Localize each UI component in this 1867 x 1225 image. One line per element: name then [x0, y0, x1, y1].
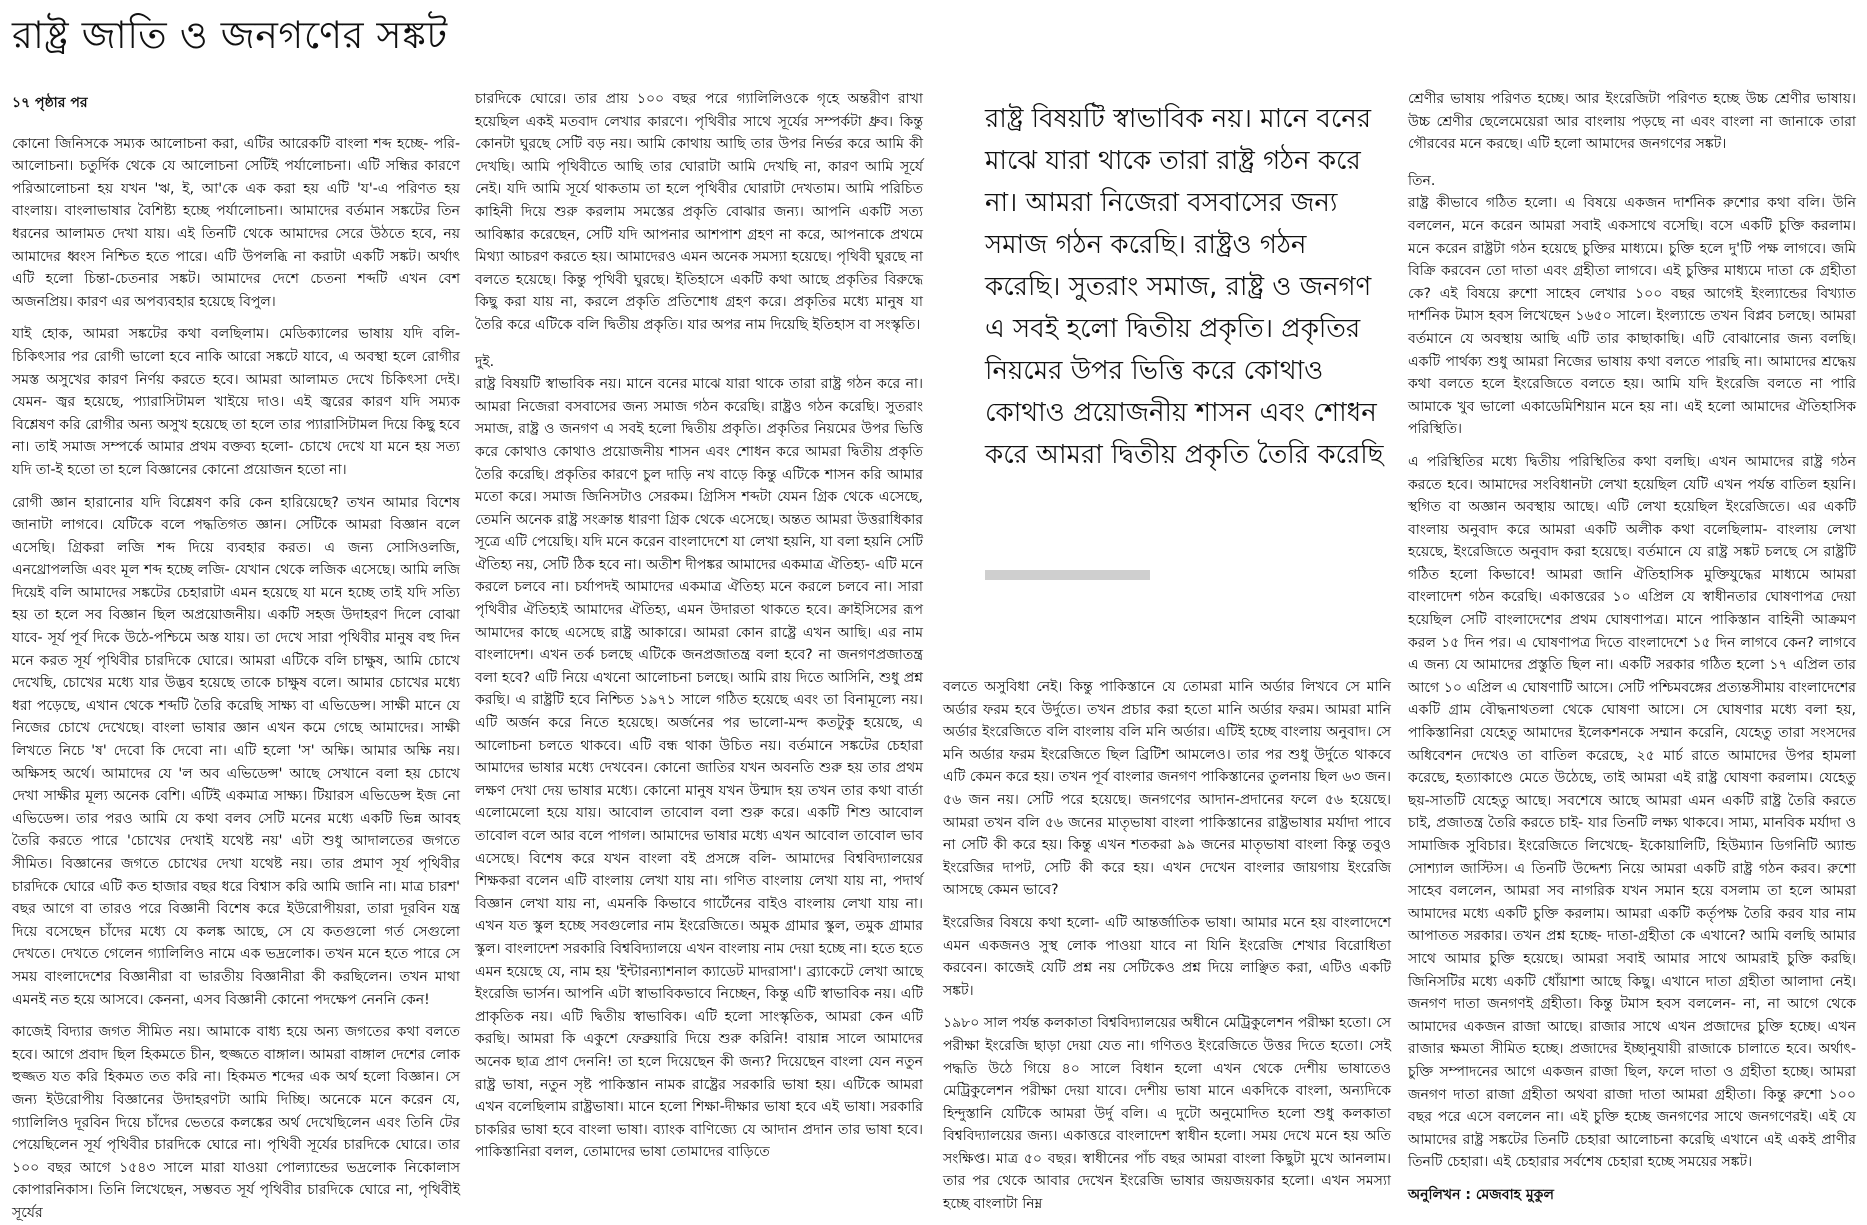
headline: রাষ্ট্র জাতি ও জনগণের সঙ্কট [12, 13, 448, 57]
paragraph: যাই হোক, আমরা সঙ্কটের কথা বলছিলাম। মেডিক্যালের ভাষায় যদি বলি- চিকিৎসার পর রোগী ভালো হবে নাকি আরো সঙ্কটে যাবে, এ অবস্থা হলে রোগীর সমস্ত অসুখের কারণ নির্ণয় করতে হবে। আমরা আলামত দেখে চিকিৎসা দেই। যেমন- জ্বর হয়েছে, প্যারাসিটামল খাইয়ে দাও। এই জ্বরের কারণ যদি সম্যক বিশ্লেষণ করি রোগীর অন্য অসুখ হয়েছে তা হলে তার প্যারাসিটামল দিয়ে কিছু হবে না। তাই সমাজ সম্পর্কে আমার প্রথম বক্তব্য হলো- চোখে দেখে যা মনে হয় সত্য যদি তা-ই হতো তা হলে বিজ্ঞানের কোনো প্রয়োজন হতো না। [12, 326, 460, 478]
column-3 [943, 676, 1391, 1213]
paragraph: কোনো জিনিসকে সম্যক আলোচনা করা, এটির আরেকটি বাংলা শব্দ হচ্ছে- পরি-আলোচনা। চতুর্দিক থেকে যে আলোচনা সেটিই পর্যালোচনা। এটি সন্ধির কারণে পরিআলোচনা হয় যখন 'ঋ, ই, আ'কে এক করা হয় এটি 'য'-এ পরিণত হয় বাংলায়। বাংলাভাষার বৈশিষ্ট্য হচ্ছে পর্যালোচনা। আমাদের বর্তমান সঙ্কটের তিন ধরনের আলামত দেখা যায়। এই তিনটি থেকে আমাদের সেরে উঠতে হবে, নয় আমাদের ধ্বংস নিশ্চিত হতে পারে। এটি উপলব্ধি না করাটা একটি সঙ্কট। অর্থাৎ এটি হলো চিন্তা-চেতনার সঙ্কট। আমাদের দেশে চেতনা শব্দটি এখন বেশ অজনপ্রিয়। কারণ এর অপব্যবহার হয়েছে বিপুল। [12, 135, 460, 310]
paragraph: বলতে অসুবিধা নেই। কিন্তু পাকিস্তানে যে তোমরা মানি অর্ডার লিখবে সে মানি অর্ডার ফরম হবে উর্দুতে। তখন প্রচার করা হতো মানি অর্ডার ফরম। আমরা মানি অর্ডার ইংরেজিতে বলি বাংলায় বলি মনি অর্ডার। এটিই হচ্ছে বাংলায় অনুবাদ। সে মনি অর্ডার ফরম ইংরেজিতে ছিল ব্রিটিশ আমলেও। তার পর শুধু উর্দুতে থাকবে এটি কেমন করে হয়। তখন পূর্ব বাংলার জনগণ পাকিস্তানের তুলনায় ছিল ৬৩ জন। ৫৬ জন নয়। সেটি পরে হয়েছে। জনগণের আদান-প্রদানের ফলে ৫৬ হয়েছে। আমরা তখন বলি ৫৬ জনের মাতৃভাষা বাংলা পাকিস্তানের রাষ্ট্রভাষার মর্যাদা পাবে না সেটি কী করে হয়। কিন্তু এখন শতকরা ৯৯ জনের মাতৃভাষা বাংলা কিন্তু তবুও ইংরেজির দাপট, সেটি কী করে হয়। এখন দেখেন বাংলার জায়গায় ইংরেজি আসছে কেমন ভাবে? [943, 679, 1391, 899]
paragraph: চারদিকে ঘোরে। তার প্রায় ১০০ বছর পরে গ্যালিলিওকে গৃহে অন্তরীণ রাখা হয়েছিল একই মতবাদ লেখার কারণে। পৃথিবীর সাথে সূর্যের সম্পর্কটা ধ্রুব। কিন্তু কোনটা ঘুরছে সেটি বড় নয়। আমি কোথায় আছি তার উপর নির্ভর করে আমি কী দেখছি। আমি পৃথিবীতে আছি তার ঘোরাটা আমি দেখছি না, কারণ আমি সূর্যে নেই। যদি আমি সূর্যে থাকতাম তা হলে পৃথিবীর ঘোরাটা দেখতাম। আমি পরিচিত কাহিনী দিয়ে শুরু করলাম সমস্তের প্রকৃতি বোঝার জন্য। আপনি একটি সত্য আবিষ্কার করেছেন, সেটি যদি আপনার আশপাশ গ্রহণ না করে, আপনাকে প্রথমে মিথ্যা আচরণ করতে হয়। আমাদেরও এমন অনেক সমস্যা হয়েছে। পৃথিবী ঘুরছে না বলতে হয়েছে। কিন্তু পৃথিবী ঘুরছে। ইতিহাসে একটি কথা আছে প্রকৃতির বিরুদ্ধে কিছু করা যায় না, করলে প্রকৃতি প্রতিশোধ গ্রহণ করে। প্রকৃতির মধ্যে মানুষ যা তৈরি করে এটিকে বলি দ্বিতীয় প্রকৃতি। যার অপর নাম দিয়েছি ইতিহাস বা সংস্কৃতি। [475, 91, 923, 333]
paragraph: কাজেই বিদ্যার জগত সীমিত নয়। আমাকে বাধ্য হয়ে অন্য জগতের কথা বলতে হবে। আগে প্রবাদ ছিল হিকমতে চীন, হুজ্জতে বাঙ্গাল। আমরা বাঙ্গাল দেশের লোক হুজ্জত যত করি হিকমত তত করি না। হিকমত শব্দের এক অর্থ হলো বিজ্ঞান। সে জন্য ইউরোপীয় বিজ্ঞানের উদাহরণটা আমি দিচ্ছি। অনেকে মনে করেন যে, গ্যালিলিও দূরবিন দিয়ে চাঁদের ভেতরে কলঙ্কের অর্থ দেখেছিলেন এবং তিনি টের পেয়েছিলেন সূর্য পৃথিবীর চারদিকে ঘোরে না। পৃথিবী সূর্যের চারদিকে ঘোরে। তার ১০০ বছর আগে ১৫৪৩ সালে মারা যাওয়া পোল্যান্ডের ভদ্রলোক নিকোলাস কোপারনিকাস। তিনি লিখেছেন, সম্ভবত সূর্য পৃথিবীর চারদিকে ঘোরে না, পৃথিবীই সূর্যের [12, 1024, 460, 1221]
column-2 [475, 88, 923, 1161]
pull-quote-rule [985, 570, 1150, 580]
paragraph: রোগী জ্ঞান হারানোর যদি বিশ্লেষণ করি কেন হারিয়েছে? তখন আমার বিশেষ জানাটা লাগবে। যেটিকে বলে পদ্ধতিগত জ্ঞান। সেটিকে আমরা বিজ্ঞান বলে এসেছি। গ্রিকরা লজি শব্দ দিয়ে ব্যবহার করত। এ জন্য সোসিওলজি, এনথ্রোপলজি এবং মূল শব্দ হচ্ছে লজি- যেখান থেকে লজিক এসেছে। আমি লজি দিয়েই বলি আমাদের সঙ্কটের চেহারাটা এমন হয়েছে যা মনে হচ্ছে তাই যদি সত্যি হয় তা হলে সব বিজ্ঞান ছিল অপ্রয়োজনীয়। একটি সহজ উদাহরণ দিলে বোঝা যাবে- সূর্য পূর্ব দিকে উঠে-পশ্চিমে অস্ত যায়। তা দেখে সারা পৃথিবীর মানুষ বহু দিন মনে করত সূর্য পৃথিবীর চারদিকে ঘোরে। আমরা এটিকে বলি চাক্ষুষ, আমি চোখে দেখেছি, চোখের মধ্যে যার উদ্ভব হয়েছে তাকে চাক্ষুষ বলে। আমার চোখের মধ্যে ধরা পড়েছে, এখান থেকে শব্দটি তৈরি করেছি সাক্ষ্য বা এভিডেন্স। সাক্ষী মানে যে নিজের চোখে দেখেছে। বাংলা ভাষার জ্ঞান এখন কমে গেছে আমাদের। সাক্ষী লিখতে নিচে 'ষ' দেবো কি দেবো না। এটি হলো 'স' অক্ষি। আমার অক্ষি নয়। অক্ষিসহ অর্থে। আমাদের যে 'ল অব এভিডেন্স' আছে সেখানে বলা হয় চোখে দেখা সাক্ষীর মূল্য অনেক বেশি। এটিই একমাত্র সাক্ষ্য। টিয়ারস এভিডেন্স ইজ নো এভিডেন্স। তার পরও আমি যে কথা বলব সেটি মনের মধ্যে একটি ভিন্ন আবহ তৈরি করতে পারে 'চোখের দেখাই যথেষ্ট নয়' এটা শুধু আদালতের জগতে সীমিত। বিজ্ঞানের জগতে চোখের দেখা যথেষ্ট নয়। তার প্রমাণ সূর্য পৃথিবীর চারদিকে ঘোরে এটি কত হাজার বছর ধরে বিশ্বাস করি আমি জানি না। মাত্র চারশ' বছর আগে বা তারও পরে বিজ্ঞানী বিশেষ করে ইউরোপীয়রা, তারা দূরবিন যন্ত্র দিয়ে বসেছেন চাঁদের মধ্যে যে কলঙ্ক আছে, সে যে কতগুলো গর্ত সেগুলো দেখতে। দেখতে গেলেন গ্যালিলিও নামে এক ভদ্রলোক। তখন মনে হতে পারে সে সময় বাংলাদেশের বিজ্ঞানীরা বা ভারতীয় বিজ্ঞানীরা কী করছিলেন। তখন মাথা এমনই নত হয়ে আসবে। কেননা, এসব বিজ্ঞানী কোনো পদক্ষেপ নেননি কেন! [12, 494, 460, 1008]
pull-quote: রাষ্ট্র বিষয়টি স্বাভাবিক নয়। মানে বনের মাঝে যারা থাকে তারা রাষ্ট্র গঠন করে না। আমরা নিজেরা বসবাসের জন্য সমাজ গঠন করেছি। রাষ্ট্রও গঠন করেছি। সুতরাং সমাজ, রাষ্ট্র ও জনগণ এ সবই হলো দ্বিতীয় প্রকৃতি। প্রকৃতির নিয়মের উপর ভিত্তি করে কোথাও কোথাও প্রয়োজনীয় শাসন এবং শোধন করে আমরা দ্বিতীয় প্রকৃতি তৈরি করেছি [985, 104, 1384, 470]
transcription-credit: অনুলিখন : মেজবাহ মুকুল [1408, 1186, 1554, 1203]
paragraph: রাষ্ট্র কীভাবে গঠিত হলো। এ বিষয়ে একজন দার্শনিক রুশোর কথা বলি। উনি বললেন, মনে করেন আমরা সবাই একসাথে বসেছি। বসে একটি চুক্তি করলাম। মনে করেন রাষ্ট্রটা গঠন হয়েছে চুক্তির মাধ্যমে। চুক্তি হলে দু'টি পক্ষ লাগবে। জমি বিক্রি করবেন তো দাতা এবং গ্রহীতা লাগবে। এই চুক্তির মাধ্যমে দাতা কে গ্রহীতা কে? এই বিষয়ে রুশো সাহেব লেখার ১০০ বছর আগেই ইংল্যান্ডের বিখ্যাত দার্শনিক টমাস হবস লিখেছেন ১৬৫০ সালে। ইংল্যান্ডে তখন বিপ্লব চলছে। আমরা বর্তমানে যে অবস্থায় আছি এটি তার কাছাকাছি। এটি বোঝানোর জন্য বলছি। একটি পার্থক্য শুধু আমরা নিজের ভাষায় কথা বলতে পারছি না। আমাদের শ্রদ্ধেয় কথা বলতে হলে ইংরেজিতে বলতে হয়। আমি যদি ইংরেজি বলতে না পারি আমাকে খুব ভালো একাডেমিশিয়ান মনে হয় না। এই হলো আমাদের ঐতিহাসিক পরিস্থিতি। [1408, 195, 1856, 438]
paragraph: ১৯৮০ সাল পর্যন্ত কলকাতা বিশ্ববিদ্যালয়ের অধীনে মেট্রিকুলেশন পরীক্ষা হতো। সে পরীক্ষা ইংরেজি ছাড়া দেয়া যেত না। গণিতও ইংরেজিতে উত্তর দিতে হতো। সেই পদ্ধতি উঠে গিয়ে ৪০ সালে বিধান হলো এখন থেকে দেশীয় ভাষাতেও মেট্রিকুলেশন পরীক্ষা দেয়া যাবে। দেশীয় ভাষা মানে একদিকে বাংলা, অন্যদিকে হিন্দুস্তানি যেটিকে আমরা উর্দু বলি। এ দুটো অনুমোদিত হলো শুধু কলকাতা বিশ্ববিদ্যালয়ের জন্য। একাত্তরে বাংলাদেশ স্বাধীন হলো। সময় দেখে মনে হয় অতি সংক্ষিপ্ত। মাত্র ৫০ বছর। স্বাধীনের পাঁচ বছর আমরা বাংলা কিছুটা মুখে আনলাম। তার পর থেকে আবার দেখেন ইংরেজি ভাষার জয়জয়কার হলো। এখন সমস্যা হচ্ছে বাংলাটা নিম্ন [943, 1015, 1391, 1213]
paragraph: ইংরেজির বিষয়ে কথা হলো- এটি আন্তর্জাতিক ভাষা। আমার মনে হয় বাংলাদেশে এমন একজনও সুস্থ লোক পাওয়া যাবে না যিনি ইংরেজি শেখার বিরোধিতা করবেন। কাজেই যেটি প্রশ্ন নয় সেটিকেও প্রশ্ন দিয়ে লাঞ্ছিত করা, এটিও একটি সঙ্কট। [943, 914, 1391, 999]
section-marker: তিন. [1408, 172, 1436, 189]
paragraph: রাষ্ট্র বিষয়টি স্বাভাবিক নয়। মানে বনের মাঝে যারা থাকে তারা রাষ্ট্র গঠন করে না। আমরা নিজেরা বসবাসের জন্য সমাজ গঠন করেছি। রাষ্ট্রও গঠন করেছি। সুতরাং সমাজ, রাষ্ট্র ও জনগণ এ সবই হলো দ্বিতীয় প্রকৃতি। প্রকৃতির নিয়মের উপর ভিত্তি করে কোথাও কোথাও প্রয়োজনীয় শাসন এবং শোধন করে আমরা দ্বিতীয় প্রকৃতি তৈরি করেছি। প্রকৃতির কারণে চুল দাড়ি নখ বাড়ে কিন্তু এটিকে শাসন করি আমার মতো করে। সমাজ জিনিসটাও সেরকম। গ্রিসিস শব্দটা যেমন গ্রিক থেকে এসেছে, তেমনি অনেক রাষ্ট্র সংক্রান্ত ধারণা গ্রিক থেকে এসেছে। অন্তত আমরা উত্তরাধিকার সূত্রে এটি পেয়েছি। যদি মনে করেন বাংলাদেশে যা লেখা হয়নি, যা বলা হয়নি সেটি ঐতিহ্য নয়, সেটি ঠিক হবে না। অতীশ দীপঙ্কর আমাদের একমাত্র ঐতিহ্য- এটি মনে করলে চলবে না। চর্যাপদই আমাদের একমাত্র ঐতিহ্য মনে করলে চলবে না। সারা পৃথিবীর ঐতিহ্যই আমাদের ঐতিহ্য, এমন উদারতা থাকতে হবে। ক্রাইসিসের রূপ আমাদের কাছে এসেছে রাষ্ট্র আকারে। আমরা কোন রাষ্ট্রে এখন আছি। এর নাম বাংলাদেশ। এখন তর্ক চলছে এটিকে জনপ্রজাতন্ত্র বলা হবে? না জনগণপ্রজাতন্ত্র বলা হবে? এটি নিয়ে এখনো আলোচনা চলছে। আমি রায় দিতে আসিনি, শুধু প্রশ্ন করছি। এ রাষ্ট্রটি হবে নিশ্চিত ১৯৭১ সালে গঠিত হয়েছে এবং তা বিনামূল্যে নয়। এটি অর্জন করে নিতে হয়েছে। অর্জনের পর ভালো-মন্দ কতটুকু হয়েছে, এ আলোচনা চলতে থাকবে। এটি বন্ধ থাকা উচিত নয়। বর্তমানে সঙ্কটের চেহারা আমাদের ভাষার মধ্যে দেখবেন। কোনো জাতির যখন অবনতি শুরু হয় তার প্রথম লক্ষণ দেখা দেয় ভাষার মধ্যে। কোনো মানুষ যখন উন্মাদ হয় তখন তার কথা বার্তা এলোমেলো হয়ে যায়। আবোল তাবোল বলা শুরু করে। একটি শিশু আবোল তাবোল বলে আর বলে পাগল। আমাদের ভাষার মধ্যে এখন আবোল তাবোল ভাব এসেছে। বিশেষ করে যখন বাংলা বই প্রসঙ্গে বলি- আমাদের বিশ্ববিদ্যালয়ের শিক্ষকরা বলেন এটি বাংলায় লেখা যায় না। গণিত বাংলায় লেখা যায় না, পদার্থ বিজ্ঞান লেখা যায় না, এমনকি কিভাবে গার্টেনের বাইও বাংলায় লেখা যায় না। এখন যত স্কুল হচ্ছে সবগুলোর নাম ইংরেজিতে। অমুক গ্রামার স্কুল, তমুক গ্রামার স্কুল। বাংলাদেশ সরকারি বিশ্ববিদ্যালয়ে এখন বাংলায় নাম দেয়া হচ্ছে না। হতে হতে এমন হয়েছে যে, নাম হয় 'ইন্টারন্যাশনাল ক্যাডেট মাদরাসা'। ব্র্যাকেটে লেখা আছে ইংরেজি ভার্সন। আপনি এটা স্বাভাবিকভাবে নিচ্ছেন, কিন্তু এটি স্বাভাবিক নয়। এটি প্রাকৃতিক নয়। এটি দ্বিতীয় স্বাভাবিক। এটি হলো সাংস্কৃতিক, আমরা কেন এটি করছি। আমরা কি একুশে ফেব্রুয়ারি দিয়ে শুরু করিনি! বায়ান্ন সালে আমাদের অনেক ছাত্র প্রাণ দেননি! তা হলে দিয়েছেন কী জন্য? দিয়েছেন বাংলা যেন নতুন রাষ্ট্র ভাষা, নতুন সৃষ্ট পাকিস্তান নামক রাষ্ট্রের সরকারি ভাষা হয়। এটিকে আমরা এখন বলেছিলাম রাষ্ট্রভাষা। মানে হলো শিক্ষা-দীক্ষার ভাষা হবে এই ভাষা। সরকারি চাকরির ভাষা হবে বাংলা ভাষা। ব্যাংক বাণিজ্যে যে আদান প্রদান তার ভাষা হবে। পাকিস্তানিরা বলল, তোমাদের ভাষা তোমাদের বাড়িতে [475, 376, 923, 1161]
paragraph: এ পরিস্থিতির মধ্যে দ্বিতীয় পরিস্থিতির কথা বলছি। এখন আমাদের রাষ্ট্র গঠন করতে হবে। আমাদের সংবিধানটা লেখা হয়েছিল যেটি এখন পর্যন্ত বাতিল হয়নি। স্থগিত বা অজ্ঞান অবস্থায় আছে। এটি লেখা হয়েছিল ইংরেজিতে। এর একটি বাংলায় অনুবাদ করে আমরা একটি অলীক কথা বলেছিলাম- বাংলায় লেখা হয়েছে, ইংরেজিতে অনুবাদ করা হয়েছে। বর্তমানে যে রাষ্ট্র সঙ্কট চলছে সে রাষ্ট্রটি গঠিত হলো কিভাবে! আমরা জানি ঐতিহাসিক মুক্তিযুদ্ধের মাধ্যমে আমরা বাংলাদেশ গঠন করেছি। একাত্তরের ১০ এপ্রিল যে স্বাধীনতার ঘোষণাপত্র দেয়া হয়েছিল সেটি বাংলাদেশের প্রথম ঘোষণাপত্র। মানে পাকিস্তান বাহিনী আক্রমণ করল ১৫ দিন পর। এ ঘোষণাপত্র দিতে বাংলাদেশে ১৫ দিন লাগবে কেন? লাগবে এ জন্য যে আমাদের প্রস্তুতি ছিল না। একটি সরকার গঠিত হলো ১৭ এপ্রিল তার আগে ১০ এপ্রিল এ ঘোষণাটি আসে। সেটি পশ্চিমবঙ্গের প্রত্যন্তসীমায় বাংলাদেশের একটি গ্রাম বৌদ্ধনাথতলা থেকে ঘোষণা আসে। সে ঘোষণার মধ্যে বলা হয়, পাকিস্তানিরা যেহেতু আমাদের ইলেকশনকে সম্মান করেনি, যেহেতু তারা সংসদের অধিবেশন দেখেও তা বাতিল করেছে, ২৫ মার্চ রাতে আমাদের উপর হামলা করেছে, হত্যাকাণ্ডে মেতে উঠেছে, তাই আমরা এই রাষ্ট্র ঘোষণা করলাম। যেহেতু ছয়-সাতটি যেহেতু আছে। সবশেষে আছে আমরা এমন একটি রাষ্ট্র তৈরি করতে চাই, প্রজাতন্ত্র তৈরি করতে চাই- যার তিনটি লক্ষ্য থাকবে। সাম্য, মানবিক মর্যাদা ও সামাজিক সুবিচার। ইংরেজিতে লিখেছে- ইকোয়ালিটি, হিউম্যান ডিগনিটি অ্যান্ড সোশ্যাল জাস্টিস। এ তিনটি উদ্দেশ্য নিয়ে আমরা একটি রাষ্ট্র গঠন করব। রুশো সাহেব বললেন, আমরা সব নাগরিক যখন সমান হয়ে বসলাম তা হলে আমরা আমাদের মধ্যে একটি চুক্তি করলাম। আমরা একটি কর্তৃপক্ষ তৈরি করব যার নাম আপাতত সরকার। তখন প্রশ্ন হচ্ছে- দাতা-গ্রহীতা কে এখানে? আমি বলছি আমার সাথে আমার চুক্তি হয়েছে। আমরা সবাই আমার সাথে আমরাই চুক্তি করছি। জিনিসটির মধ্যে একটি ধোঁয়াশা আছে কিছু। এখানে দাতা গ্রহীতা আলাদা নেই। জনগণ দাতা জনগণই গ্রহীতা। কিন্তু টমাস হবস বললেন- না, না আগে থেকে আমাদের একজন রাজা আছে। রাজার সাথে এখন প্রজাদের চুক্তি হচ্ছে। এখন রাজার ক্ষমতা সীমিত হচ্ছে। প্রজাদের ইচ্ছানুযায়ী রাজাকে চালাতে হবে। অর্থাৎ- চুক্তি সম্পাদনের আগে একজন রাজা ছিল, ফলে দাতা ও গ্রহীতা হচ্ছে। আমরা জনগণ দাতা রাজা গ্রহীতা অথবা রাজা দাতা আমরা গ্রহীতা। কিন্তু রুশো ১০০ বছর পরে এসে বললেন না। এই চুক্তি হচ্ছে জনগণের সাথে জনগণেরই। এই যে আমাদের রাষ্ট্র সঙ্কটের তিনটি চেহারা আলোচনা করেছি এখানে এই একই প্রাণীর তিনটি চেহারা। এই চেহারার সর্বশেষ চেহারা হচ্ছে সময়ের সঙ্কট। [1408, 453, 1856, 1171]
continued-from: ১৭ পৃষ্ঠার পর [12, 95, 88, 111]
paragraph: শ্রেণীর ভাষায় পরিণত হচ্ছে। আর ইংরেজিটা পরিণত হচ্ছে উচ্চ শ্রেণীর ভাষায়। উচ্চ শ্রেণীর ছেলেমেয়েরা আর বাংলায় পড়ছে না এবং বাংলা না জানাকে তারা গৌরবের মনে করছে। এটি হলো আমাদের জনগণের সঙ্কট। [1408, 91, 1856, 153]
section-marker: দুই. [475, 353, 495, 370]
column-1 [12, 92, 460, 1221]
column-4 [1408, 88, 1856, 1203]
